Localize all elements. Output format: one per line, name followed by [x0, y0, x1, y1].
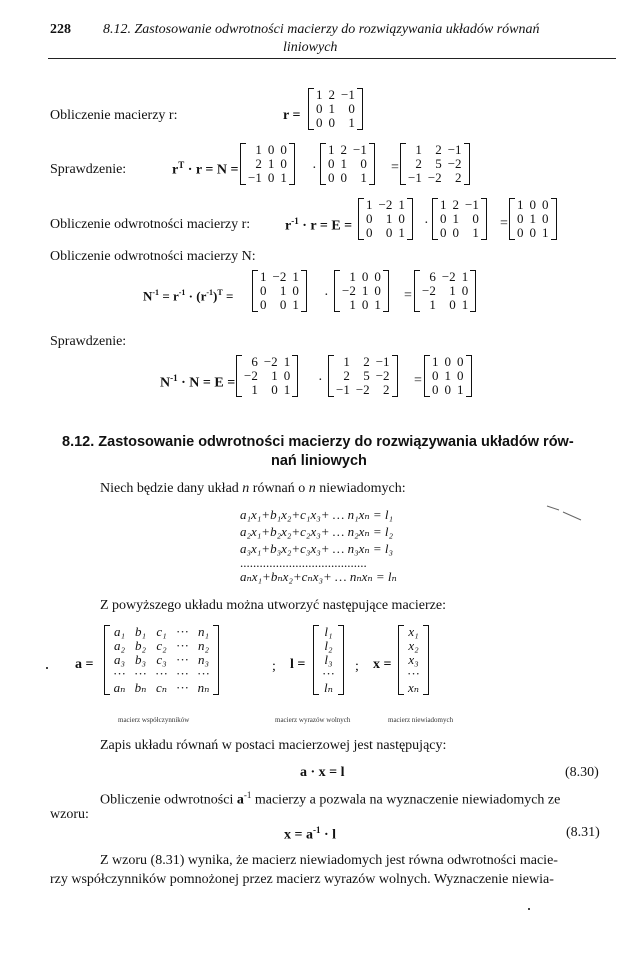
equation-831-number: (8.31)	[566, 825, 600, 840]
matrix-cell: xₙ	[407, 680, 420, 695]
matrix-cell: 0	[260, 297, 267, 312]
matrix-cell: −2	[441, 269, 456, 284]
matrix-cell: 0	[517, 225, 524, 240]
inverse-n-op: ·	[324, 288, 329, 303]
matrix-cell: 1	[328, 142, 335, 157]
check1-matrix-3	[400, 143, 470, 185]
matrix-cell: −2	[378, 197, 393, 212]
matrix-cell: 1	[374, 297, 381, 312]
matrix-cell: −1	[465, 197, 479, 212]
equation-830-number: (8.30)	[565, 765, 599, 780]
running-title-line2: liniowych	[283, 40, 338, 55]
matrix-cell: 2	[455, 170, 462, 185]
matrix-cell: 0	[449, 297, 456, 312]
paragraph-3-line2: rzy współczynników pomnożonej przez macierz wyrazów wolnych. Wyznaczenie niewia-	[50, 872, 554, 887]
matrix-cell: 2	[340, 142, 347, 157]
matrix-cell: 0	[361, 269, 369, 284]
matrix-cell: 1	[432, 354, 439, 369]
matrix-cell: 0	[316, 115, 323, 130]
matrix-cell: 2	[343, 368, 350, 383]
matrix-cell: 1	[280, 170, 287, 185]
label-check-1: Sprawdzenie:	[50, 162, 127, 177]
matrix-cell: 0	[280, 156, 287, 171]
check1-lhs: $r^T \cdot r = N$ =	[172, 160, 239, 178]
matrix-cell: 0	[385, 225, 393, 240]
matrix-cell: 0	[260, 283, 267, 298]
matrix-cell: x₁	[408, 624, 419, 639]
matrix-cell: 1	[251, 382, 258, 397]
matrix-cell: 0	[267, 142, 275, 157]
matrix-cell: 1	[457, 382, 464, 397]
matrix-cell: −1	[336, 382, 350, 397]
matrix-cell: 0	[444, 354, 451, 369]
equation-3: a₃x₁+b₃x₂+c₃x₃+ … n₃xₙ = l₃	[240, 541, 394, 556]
matrix-cell: 1	[444, 368, 451, 383]
matrix-cell: b₂	[134, 638, 147, 653]
matrix-cell: 0	[452, 225, 459, 240]
matrix-cell: 0	[457, 368, 464, 383]
matrix-cell: ···	[155, 666, 168, 681]
separator-1: ;	[272, 659, 276, 674]
matrix-cell: −2	[263, 354, 278, 369]
matrix-cell: 6	[251, 354, 258, 369]
matrix-cell: x₂	[408, 638, 419, 653]
matrix-cell: a₁	[113, 624, 126, 639]
matrix-cell: 1	[255, 142, 262, 157]
paragraph-3-line1: Z wzoru (8.31) wynika, że macierz niewiadomych jest równa odwrotności macie-	[100, 853, 558, 868]
matrix-cell: 1	[440, 197, 447, 212]
inverse-n-matrix-1	[252, 270, 307, 312]
matrix-cell: 0	[283, 368, 291, 383]
matrix-cell: ···	[197, 666, 210, 681]
matrix-cell: l₂	[324, 638, 333, 653]
matrix-cell: −2	[447, 156, 462, 171]
matrix-cell: ···	[322, 666, 335, 681]
matrix-cell: cₙ	[155, 680, 168, 695]
equation-system	[240, 506, 397, 585]
matrix-cell: 2	[452, 197, 459, 212]
matrix-cell: 1	[292, 297, 299, 312]
matrix-cell: −2	[422, 283, 436, 298]
matrix-cell: 2	[255, 156, 262, 171]
matrix-cell: 1	[292, 269, 299, 284]
matrix-cell: 1	[283, 382, 291, 397]
matrix-cell: 1	[429, 297, 436, 312]
inverse-n-matrix-3	[414, 270, 476, 312]
check1-matrix-1	[240, 143, 295, 185]
matrix-cell: 1	[398, 225, 405, 240]
matrix-cell: 1	[449, 283, 456, 298]
section-title-line2: nań liniowych	[271, 453, 367, 469]
matrix-cell: 2	[363, 354, 370, 369]
matrix-cell: 2	[415, 156, 422, 171]
matrix-l-lhs: l =	[290, 657, 306, 672]
matrix-cell: 0	[472, 211, 479, 226]
matrix-cell: 0	[366, 211, 373, 226]
matrix-cell: 1	[452, 211, 459, 226]
matrix-cell: c₃	[156, 652, 167, 667]
matrix-cell: lₙ	[324, 680, 333, 695]
matrix-cell: n₁	[197, 624, 210, 639]
matrix-cell: l₁	[324, 624, 333, 639]
matrix-cell: −2	[427, 170, 442, 185]
matrix-cell: 1	[517, 197, 524, 212]
matrix-cell: 1	[415, 142, 422, 157]
matrix-cell: 1	[366, 197, 373, 212]
matrix-cell: −1	[408, 170, 422, 185]
matrix-cell: a₂	[113, 638, 126, 653]
matrix-cell: 0	[374, 269, 381, 284]
matrix-cell: nₙ	[197, 680, 210, 695]
matrix-cell: 0	[529, 225, 536, 240]
matrix-cell: ···	[113, 666, 126, 681]
separator-2: ;	[355, 659, 359, 674]
matrix-l-caption: macierz wyrazów wolnych	[275, 716, 351, 724]
inverse-n-lhs: $N^{-1} = r^{-1} \cdot (r^{-1})^T$ =	[143, 288, 234, 304]
matrix-cell: 1	[361, 283, 369, 298]
inverse-r-matrix-1	[358, 198, 413, 240]
matrix-cell: 1	[328, 101, 335, 116]
check2-matrix-2	[328, 355, 398, 397]
matrix-cell: −2	[375, 368, 390, 383]
label-compute-r: Obliczenie macierzy r:	[50, 108, 178, 123]
matrix-cell: 1	[360, 170, 367, 185]
matrix-cell: 1	[461, 297, 469, 312]
check2-eq: =	[414, 373, 422, 388]
matrix-r	[308, 88, 363, 130]
matrix-cell: 0	[328, 115, 335, 130]
matrix-cell: 0	[432, 368, 439, 383]
running-title-line1: 8.12. Zastosowanie odwrotności macierzy do rozwiązywania układów równań	[103, 22, 540, 37]
equation-1: a₁x₁+b₁x₂+c₁x₃+ … n₁xₙ = l₁	[240, 507, 394, 522]
inverse-r-op: ·	[424, 216, 429, 231]
matrix-cell: 0	[542, 197, 549, 212]
equation-831: $x = a^{-1} \cdot l$	[284, 825, 337, 843]
matrix-cell: ···	[176, 680, 189, 695]
scan-speck-2	[528, 908, 530, 910]
matrix-cell: 0	[517, 211, 524, 226]
matrix-cell: −2	[342, 283, 356, 298]
matrix-cell: 0	[280, 142, 287, 157]
matrix-cell: 1	[349, 269, 356, 284]
matrix-x-lhs: x =	[373, 657, 392, 672]
matrix-cell: c₁	[156, 624, 167, 639]
matrix-a-caption: macierz współczynników	[118, 716, 190, 724]
matrix-cell: 0	[292, 283, 299, 298]
matrix-cell: b₁	[134, 624, 147, 639]
matrix-cell: 0	[361, 297, 369, 312]
matrix-cell: 2	[328, 87, 335, 102]
matrix-cell: 0	[444, 382, 451, 397]
matrix-cell: bₙ	[134, 680, 147, 695]
scan-mark	[545, 503, 585, 523]
inverse-n-eq: =	[404, 288, 412, 303]
matrix-cell: c₂	[156, 638, 167, 653]
matrix-cell: n₂	[197, 638, 210, 653]
check1-op: ·	[312, 161, 317, 176]
matrix-form-text: Zapis układu równań w postaci macierzowej jest następujący:	[100, 738, 447, 753]
check1-eq: =	[391, 160, 399, 175]
page-number: 228	[50, 22, 71, 37]
check1-matrix-2	[320, 143, 375, 185]
matrix-cell: 0	[279, 297, 287, 312]
equation-830: a · x = l	[300, 765, 345, 780]
matrix-cell: 1	[343, 354, 350, 369]
inverse-n-matrix-2	[334, 270, 389, 312]
matrix-cell: 1	[385, 211, 393, 226]
label-inverse-r: Obliczenie odwrotności macierzy r:	[50, 217, 251, 232]
matrix-cell: a₃	[113, 652, 126, 667]
scan-speck	[46, 667, 48, 669]
matrix-cell: 5	[435, 156, 442, 171]
r-lhs: r =	[283, 108, 301, 123]
matrix-cell: 0	[316, 101, 323, 116]
matrix-cell: ···	[407, 666, 420, 681]
matrix-cell: 0	[328, 170, 335, 185]
matrix-cell: ···	[176, 638, 189, 653]
matrix-cell: l₃	[324, 652, 333, 667]
matrix-cell: 1	[542, 225, 549, 240]
matrix-cell: 0	[348, 101, 355, 116]
matrix-cell: −2	[244, 368, 258, 383]
matrix-cell: 1	[348, 115, 355, 130]
matrix-cell: 0	[398, 211, 405, 226]
check2-lhs: $N^{-1} \cdot N = E$ =	[160, 373, 236, 391]
matrix-cell: 0	[440, 211, 447, 226]
paragraph-2-line1: Obliczenie odwrotności $a^{-1}$ macierzy a pozwala na wyznaczenie niewiadomych ze	[100, 790, 561, 808]
inverse-r-matrix-3	[509, 198, 557, 240]
matrix-cell: −2	[272, 269, 287, 284]
matrix-cell: 0	[374, 283, 381, 298]
matrix-x	[398, 625, 429, 695]
paragraph-2-line2: wzoru:	[50, 807, 89, 822]
matrix-cell: 0	[457, 354, 464, 369]
matrix-cell: 1	[316, 87, 323, 102]
matrix-cell: 0	[440, 225, 447, 240]
matrix-x-caption: macierz niewiadomych	[388, 716, 454, 724]
matrix-cell: ···	[134, 666, 147, 681]
matrix-cell: 0	[267, 170, 275, 185]
matrix-cell: 0	[366, 225, 373, 240]
matrix-cell: −1	[248, 170, 262, 185]
matrix-cell: 0	[360, 156, 367, 171]
matrix-cell: ···	[176, 666, 189, 681]
matrix-cell: 1	[279, 283, 287, 298]
inverse-r-eq: =	[500, 216, 508, 231]
matrix-cell: 1	[349, 297, 356, 312]
matrix-cell: 0	[340, 170, 347, 185]
matrix-cell: 0	[432, 382, 439, 397]
matrix-cell: 0	[328, 156, 335, 171]
matrix-cell: 1	[529, 211, 536, 226]
matrix-cell: 0	[542, 211, 549, 226]
matrix-cell: −1	[341, 87, 355, 102]
matrix-a	[104, 625, 219, 695]
check2-matrix-1	[236, 355, 298, 397]
matrix-cell: ···	[176, 652, 189, 667]
matrix-cell: 0	[529, 197, 536, 212]
inverse-r-matrix-2	[432, 198, 487, 240]
equation-2: a₂x₁+b₂x₂+c₂x₃+ … n₂xₙ = l₂	[240, 524, 394, 539]
matrix-cell: 0	[271, 382, 278, 397]
matrix-cell: 0	[461, 283, 469, 298]
section-title-line1: 8.12. Zastosowanie odwrotności macierzy do rozwiązywania układów rów-	[62, 434, 574, 450]
matrix-cell: b₃	[134, 652, 147, 667]
check2-matrix-3	[424, 355, 472, 397]
label-inverse-n: Obliczenie odwrotności macierzy N:	[50, 249, 256, 264]
matrix-l	[313, 625, 344, 695]
matrix-cell: 1	[398, 197, 405, 212]
matrix-cell: 1	[283, 354, 291, 369]
matrix-cell: aₙ	[113, 680, 126, 695]
matrix-cell: 1	[271, 368, 278, 383]
matrix-cell: 6	[429, 269, 436, 284]
matrices-intro: Z powyższego układu można utworzyć następujące macierze:	[100, 598, 446, 613]
matrix-cell: x₃	[408, 652, 419, 667]
matrix-cell: −1	[353, 142, 367, 157]
matrix-cell: n₃	[197, 652, 210, 667]
matrix-cell: 1	[472, 225, 479, 240]
matrix-cell: 2	[435, 142, 442, 157]
check2-op: ·	[318, 373, 323, 388]
matrix-cell: 2	[383, 382, 390, 397]
intro-text: Niech będzie dany układ n równań o n niewiadomych:	[100, 481, 406, 496]
equation-n: aₙx₁+bₙx₂+cₙx₃+ … nₙxₙ = lₙ	[240, 569, 397, 584]
matrix-cell: 1	[260, 269, 267, 284]
equation-dots: .......................................	[240, 555, 367, 570]
label-check-2: Sprawdzenie:	[50, 334, 127, 349]
matrix-cell: −2	[355, 382, 370, 397]
matrix-cell: 1	[267, 156, 275, 171]
matrix-cell: 1	[340, 156, 347, 171]
header-rule	[48, 58, 616, 59]
matrix-cell: −1	[447, 142, 462, 157]
matrix-cell: 5	[363, 368, 370, 383]
matrix-cell: −1	[375, 354, 390, 369]
inverse-r-lhs: $r^{-1} \cdot r = E$ =	[285, 216, 353, 234]
matrix-a-lhs: a =	[75, 657, 94, 672]
matrix-cell: 1	[461, 269, 469, 284]
matrix-cell: ···	[176, 624, 189, 639]
